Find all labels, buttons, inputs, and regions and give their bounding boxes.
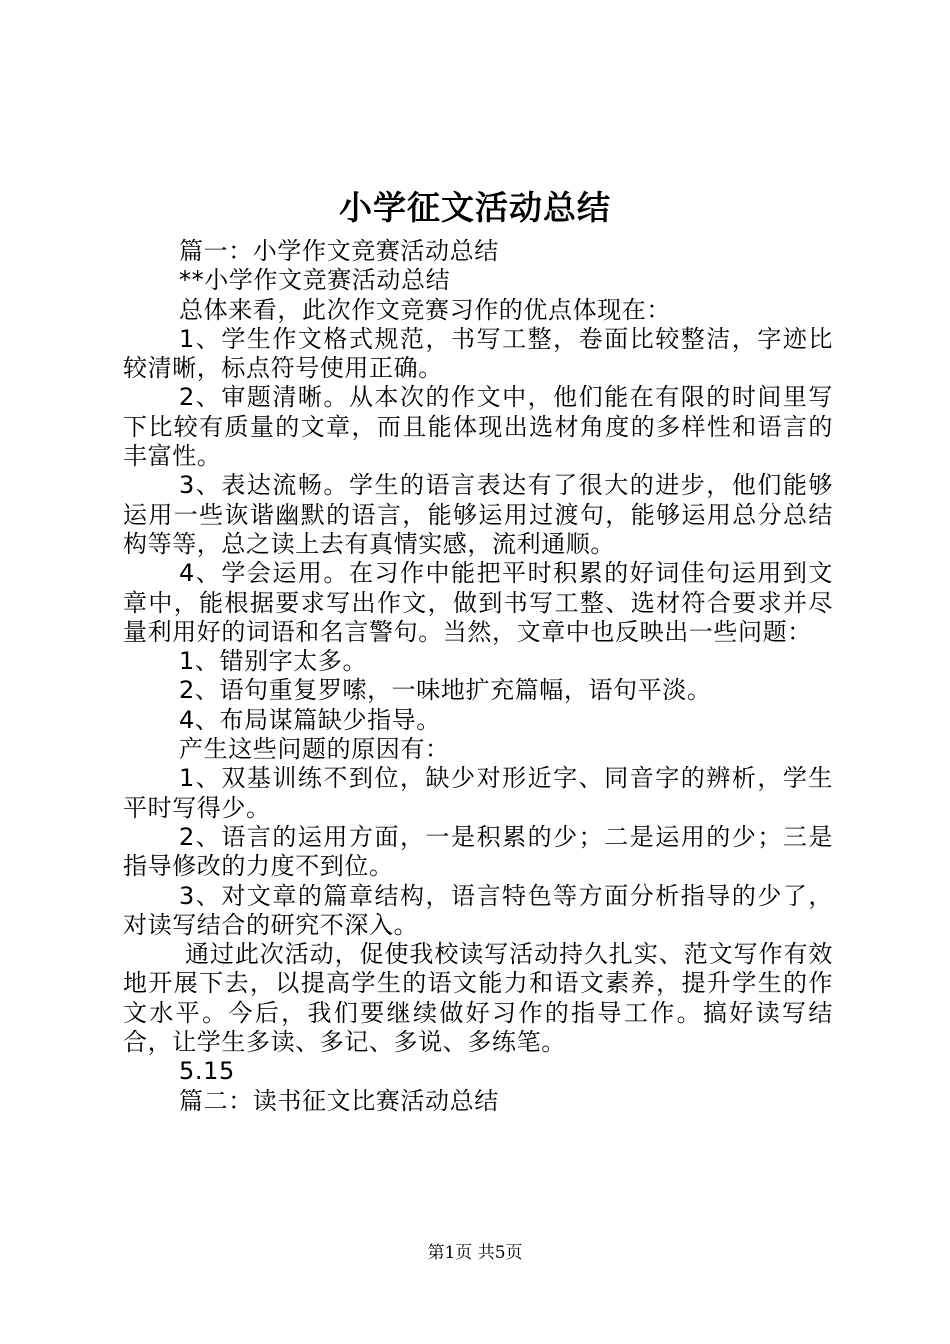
paragraph: 2、语言的运用方面，一是积累的少；二是运用的少；三是指导修改的力度不到位。 — [123, 822, 833, 881]
page-number: 第1页 共5页 — [427, 1243, 523, 1263]
paragraph: 产生这些问题的原因有： — [179, 735, 450, 764]
paragraph: 4、学会运用。在习作中能把平时积累的好词佳句运用到文章中，能根据要求写出作文，做到书写工整、选材符合要求并尽量利用好的词语和名言警句。当然，文章中也反映出一些问题： — [123, 559, 833, 646]
paragraph: 1、双基训练不到位，缺少对形近字、同音字的辨析，学生平时写得少。 — [123, 764, 833, 822]
paragraph: 3、表达流畅。学生的语言表达有了很大的进步，他们能够运用一些诙谐幽默的语言，能够运用过渡句，能够运用总分总结构等等，总之读上去有真情实感，流利通顺。 — [123, 471, 833, 558]
paragraph: 1、学生作文格式规范，书写工整，卷面比较整洁，字迹比较清晰，标点符号使用正确。 — [123, 324, 833, 383]
date-line: 5.15 — [179, 1057, 235, 1086]
section-heading: 篇一：小学作文竞赛活动总结 — [179, 237, 499, 265]
paragraph: 2、审题清晰。从本次的作文中，他们能在有限的时间里写下比较有质量的文章，而且能体现出选材角度的多样性和语言的丰富性。 — [123, 383, 833, 471]
subtitle-line: **小学作文竞赛活动总结 — [179, 266, 451, 295]
paragraph: 3、对文章的篇章结构，语言特色等方面分析指导的少了，对读写结合的研究不深入。 — [123, 881, 833, 939]
paragraph: 1、错别字太多。 — [179, 647, 368, 676]
paragraph: 4、布局谋篇缺少指导。 — [179, 705, 441, 734]
section-heading: 篇二：读书征文比赛活动总结 — [179, 1086, 499, 1115]
paragraph: 2、语句重复罗嗦，一味地扩充篇幅，语句平淡。 — [179, 676, 712, 705]
paragraph: 通过此次活动，促使我校读写活动持久扎实、范文写作有效地开展下去，以提高学生的语文能力和语文素养，提升学生的作文水平。今后，我们要继续做好习作的指导工作。搞好读写结合，让学生多读、多记、多说、多练笔。 — [123, 940, 833, 1057]
document-body — [123, 237, 833, 1116]
document-title: 小学征文活动总结 — [339, 188, 611, 227]
paragraph: 总体来看，此次作文竞赛习作的优点体现在： — [179, 295, 671, 324]
